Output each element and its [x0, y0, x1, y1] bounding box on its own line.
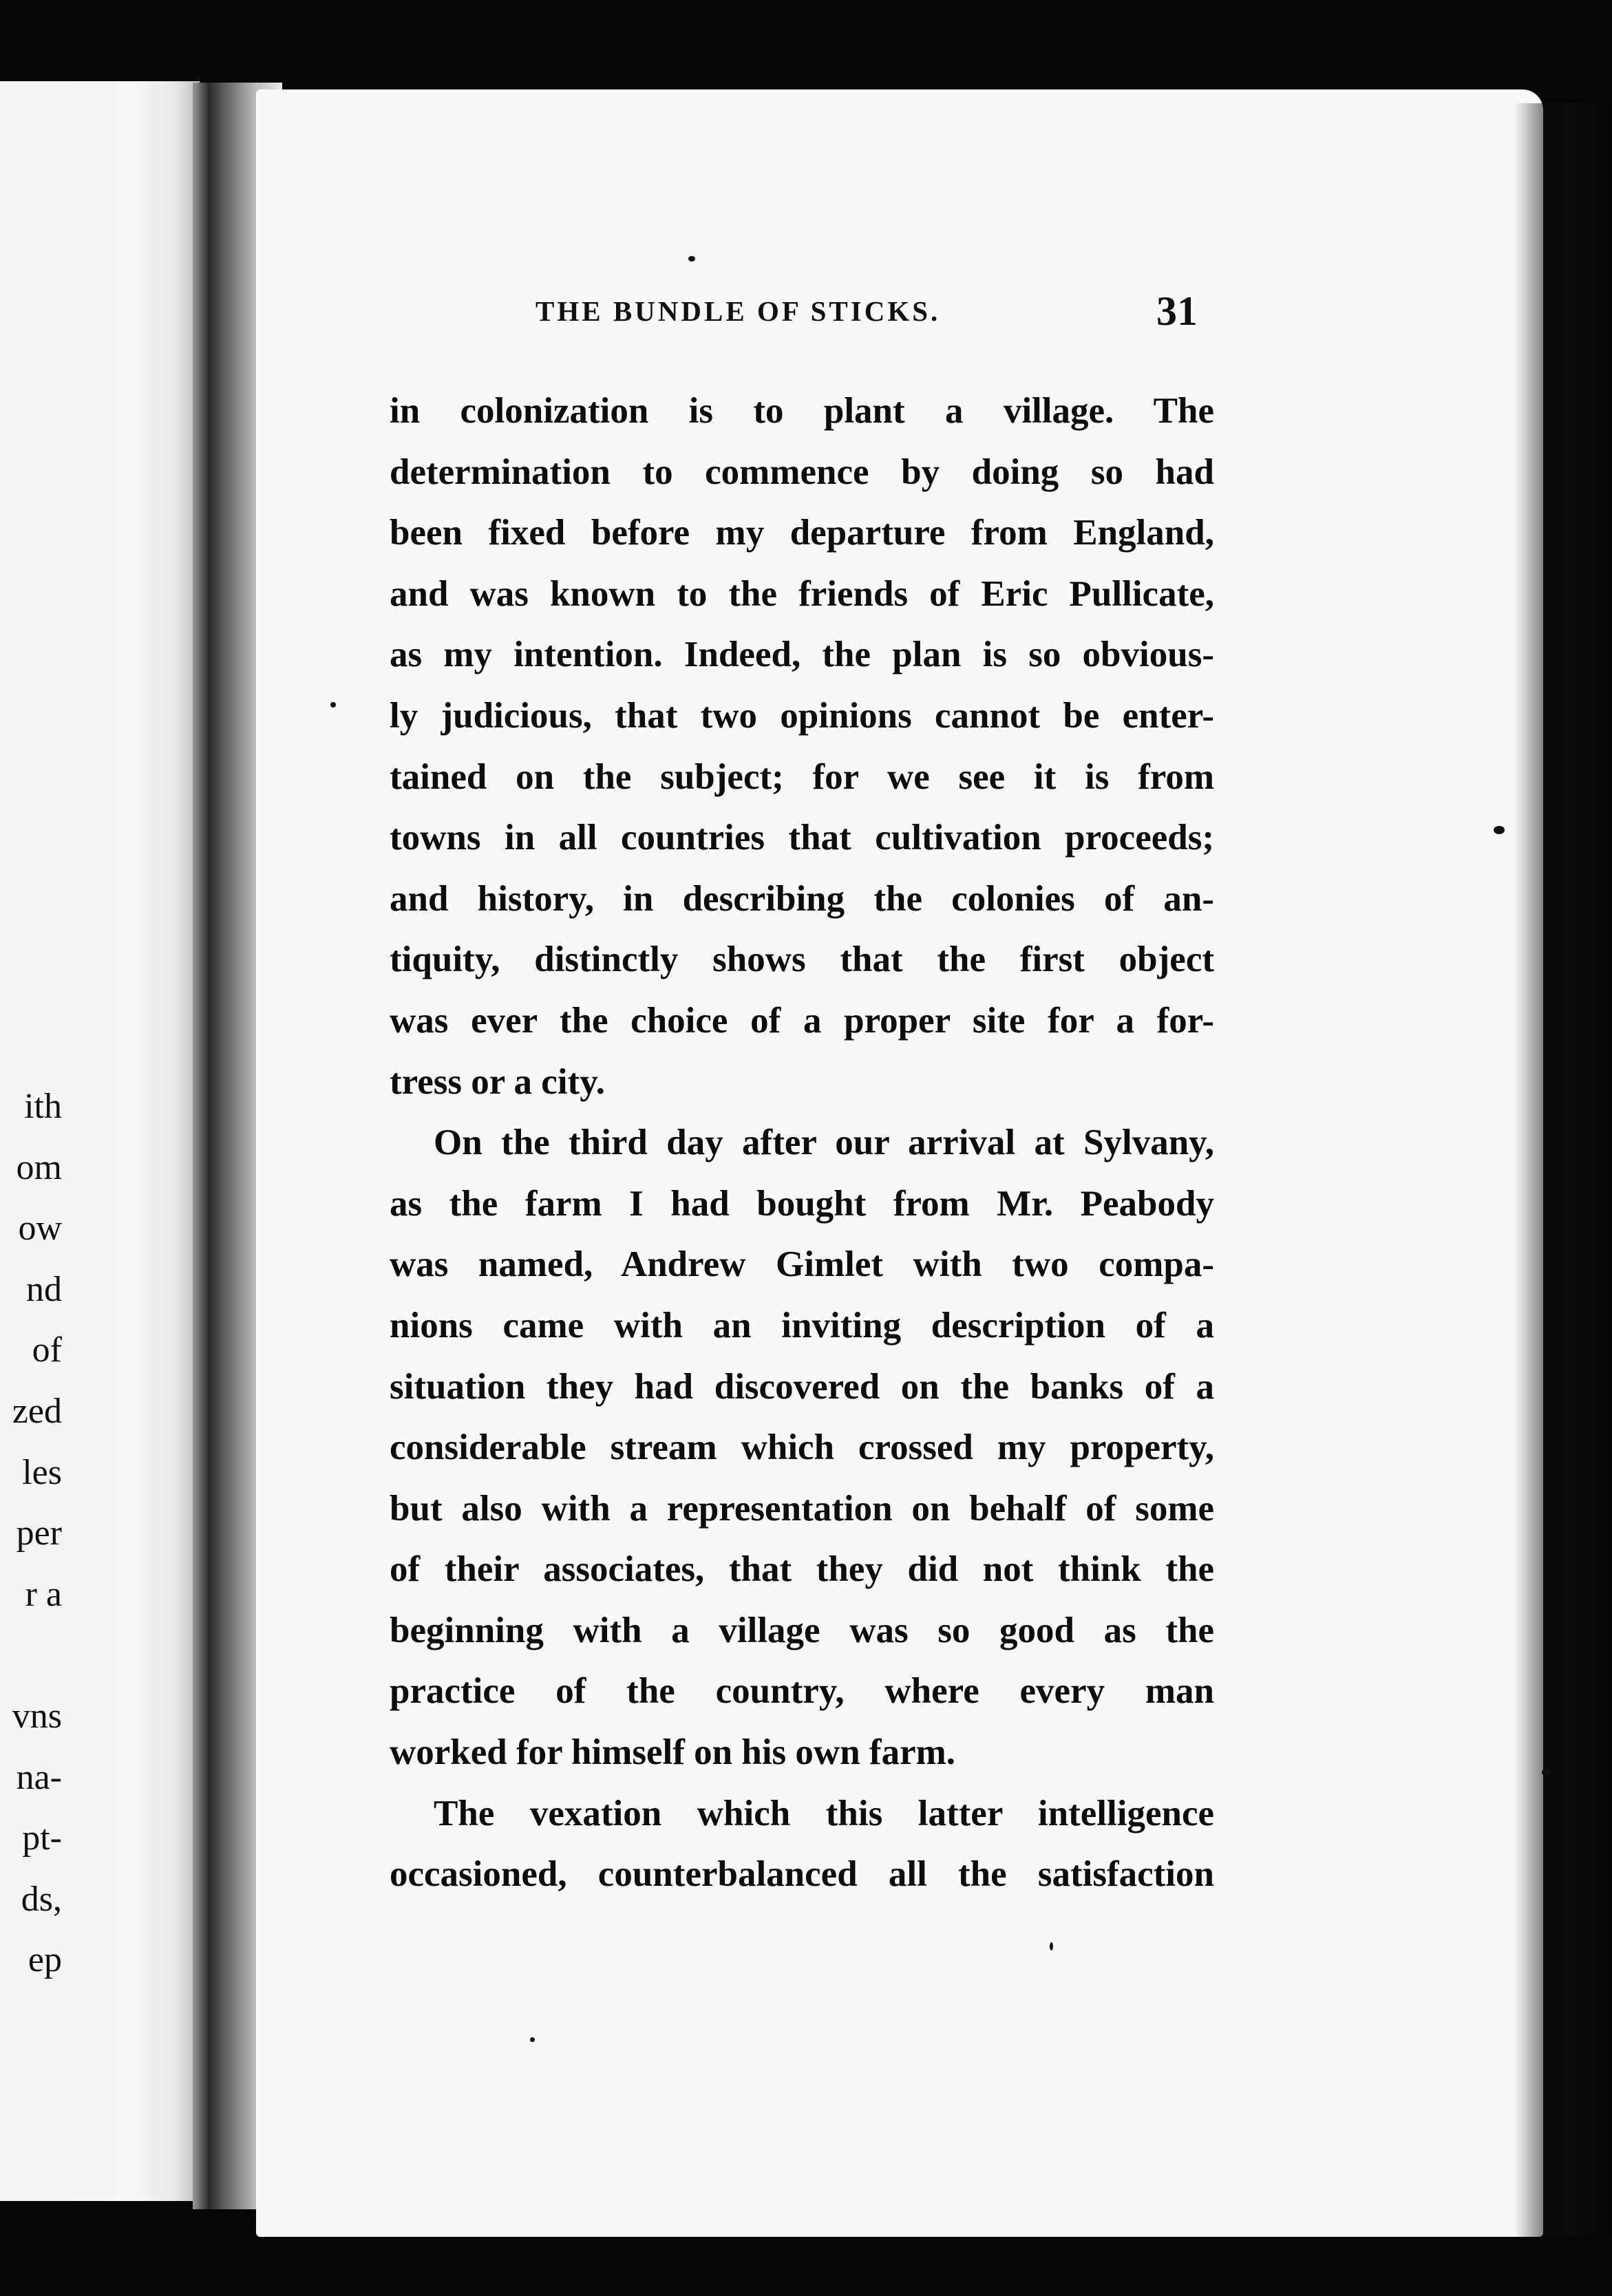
left-fragment: vns — [12, 1696, 62, 1736]
text-line: and was known to the friends of Eric Pullicate, — [390, 573, 1214, 614]
text-line: in colonization is to plant a village. The — [390, 391, 1214, 431]
left-fragment: per — [16, 1513, 62, 1553]
left-fragment: of — [32, 1330, 62, 1370]
text-line: but also with a representation on behalf of some — [390, 1488, 1214, 1529]
scan-speck — [330, 702, 336, 708]
text-line: beginning with a village was so good as the — [390, 1610, 1214, 1650]
text-line: nions came with an inviting description of a — [390, 1305, 1214, 1346]
left-fragment: ow — [18, 1209, 62, 1248]
text-line: of their associates, that they did not think the — [390, 1549, 1214, 1590]
right-page-edge-shadow — [1514, 103, 1612, 2237]
left-fragment: om — [16, 1147, 62, 1187]
left-fragment: ds, — [21, 1879, 62, 1919]
text-line: ly judicious, that two opinions cannot be enter- — [390, 695, 1214, 736]
text-line: towns in all countries that cultivation proceeds; — [390, 818, 1214, 858]
scan-speck — [1494, 826, 1505, 834]
text-line: tained on the subject; for we see it is from — [390, 756, 1214, 797]
scan-speck — [530, 2037, 535, 2042]
left-fragment — [0, 1625, 62, 1686]
text-line: tiquity, distinctly shows that the first object — [390, 939, 1214, 980]
left-page-text-fragments — [0, 1076, 62, 1991]
page-number: 31 — [1156, 288, 1198, 334]
text-line: as my intention. Indeed, the plan is so obvious- — [390, 635, 1214, 675]
text-line: On the third day after our arrival at Sylvany, — [434, 1123, 1214, 1163]
text-line: was ever the choice of a proper site for a for- — [390, 1000, 1214, 1041]
text-line: The vexation which this latter intelligence — [434, 1793, 1214, 1833]
left-fragment: pt- — [22, 1818, 62, 1858]
text-line: situation they had discovered on the banks of a — [390, 1366, 1214, 1407]
text-line: as the farm I had bought from Mr. Peabody — [390, 1183, 1214, 1224]
left-page — [0, 81, 200, 2201]
scan-speck — [1542, 1769, 1550, 1776]
left-fragment: ep — [28, 1940, 62, 1980]
text-line: and history, in describing the colonies of an- — [390, 878, 1214, 919]
scan-speck — [688, 256, 695, 262]
left-fragment: zed — [12, 1391, 62, 1431]
left-fragment: na- — [16, 1757, 62, 1797]
text-line: tress or a city. — [390, 1061, 606, 1102]
left-fragment: ith — [24, 1087, 62, 1126]
text-line: practice of the country, where every man — [390, 1671, 1214, 1712]
text-line: was named, Andrew Gimlet with two compa- — [390, 1244, 1214, 1285]
text-line: considerable stream which crossed my property, — [390, 1427, 1214, 1468]
text-line: determination to commence by doing so had — [390, 451, 1214, 492]
text-line: occasioned, counterbalanced all the satisfaction — [390, 1854, 1214, 1895]
text-line: been fixed before my departure from England, — [390, 513, 1214, 553]
body-text — [390, 381, 1214, 1905]
running-head: THE BUNDLE OF STICKS. — [535, 295, 941, 327]
left-fragment: r a — [25, 1574, 62, 1614]
left-fragment: les — [22, 1452, 62, 1492]
left-fragment: nd — [26, 1269, 62, 1309]
scan-speck — [1050, 1942, 1053, 1950]
text-line: worked for himself on his own farm. — [390, 1732, 955, 1773]
